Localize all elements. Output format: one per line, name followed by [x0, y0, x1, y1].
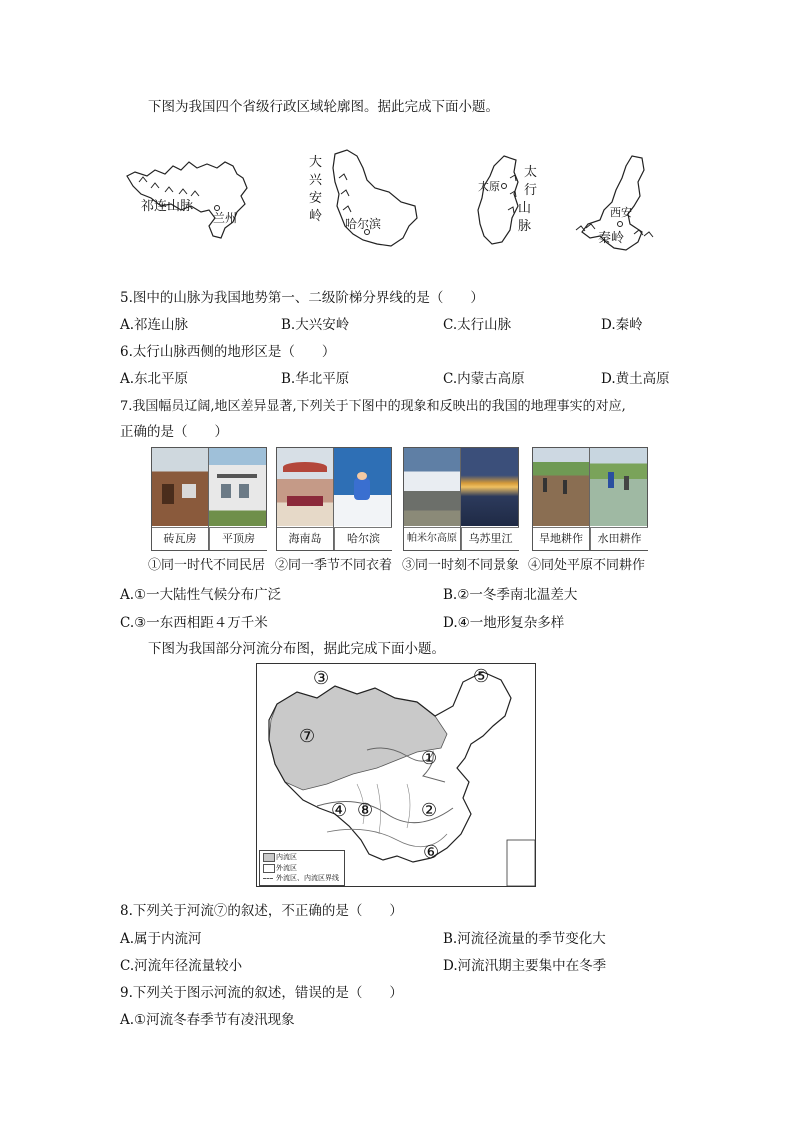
question-5-stem: 5.图中的山脉为我国地势第一、二级阶梯分界线的是（ ）	[120, 290, 484, 306]
photo-group-farming	[532, 447, 648, 551]
river-marker-6: ⑥	[423, 842, 440, 863]
china-river-map	[256, 663, 536, 887]
river-marker-7: ⑦	[299, 726, 316, 747]
wusuli-label: 乌苏里江	[461, 527, 519, 550]
heilongjiang-outline-map	[305, 146, 420, 250]
question-7-stem-line2: 正确的是（ ）	[120, 424, 228, 440]
photo-caption-4: ④同处平原不同耕作	[528, 558, 646, 573]
q8-option-b[interactable]: B.河流径流量的季节变化大	[443, 931, 606, 947]
daxinganling-label-3: 安	[309, 191, 323, 206]
harbin-label: 哈尔滨	[345, 217, 382, 231]
taihang-label-4: 脉	[518, 219, 532, 234]
hainan-beach-photo	[277, 448, 333, 526]
qinling-label: 秦岭	[598, 231, 625, 246]
q6-option-d[interactable]: D.黄土高原	[601, 371, 670, 387]
river-marker-3: ③	[313, 668, 330, 689]
q7-option-b[interactable]: B.②一冬季南北温差大	[443, 587, 578, 603]
q7-option-a[interactable]: A.①一大陆性气候分布广泛	[120, 587, 282, 603]
pamir-label: 帕米尔高原	[404, 527, 460, 550]
question-7-stem-line1: 7.我国幅员辽阔,地区差异显著,下列关于下图中的现象和反映出的我国的地理事实的对应,	[120, 399, 626, 414]
legend-outflow: 外流区	[276, 864, 297, 872]
question-8-stem: 8.下列关于河流⑦的叙述，不正确的是（ ）	[120, 903, 403, 919]
legend-boundary: 外流区、内流区界线	[276, 874, 339, 882]
river-marker-2: ②	[421, 800, 438, 821]
hainan-label: 海南岛	[277, 527, 333, 550]
q5-option-b[interactable]: B.大兴安岭	[281, 317, 350, 333]
river-marker-1: ①	[421, 748, 438, 769]
daxinganling-label-2: 兴	[309, 173, 323, 188]
q7-option-c[interactable]: C.③一东西相距４万千米	[120, 615, 268, 631]
xian-label: 西安	[610, 206, 632, 219]
q7-option-d[interactable]: D.④一地形复杂多样	[443, 615, 565, 631]
intro-text-1: 下图为我国四个省级行政区域轮廓图。据此完成下面小题。	[148, 99, 499, 115]
photo-group-clothing	[276, 447, 392, 551]
q6-option-b[interactable]: B.华北平原	[281, 371, 350, 387]
photo-group-scenery	[403, 447, 519, 551]
lanzhou-label: 兰州	[213, 211, 238, 225]
taihang-label-3: 山	[518, 201, 532, 216]
question-9-stem: 9.下列关于图示河流的叙述，错误的是（ ）	[120, 985, 403, 1001]
shaanxi-outline-map	[572, 152, 662, 256]
pamir-plateau-photo	[404, 448, 460, 526]
shanxi-outline-map	[470, 152, 550, 248]
intro-text-2: 下图为我国部分河流分布图，据此完成下面小题。	[148, 641, 445, 657]
daxinganling-label-4: 岭	[309, 209, 323, 224]
flat-roof-label: 平顶房	[209, 527, 267, 550]
photo-caption-3: ③同一时刻不同景象	[402, 558, 520, 573]
river-marker-5: ⑤	[473, 666, 490, 687]
daxinganling-label-1: 大	[309, 155, 323, 170]
photo-group-houses	[151, 447, 267, 551]
harbin-snow-photo	[334, 448, 391, 526]
paddy-farming-photo	[590, 448, 647, 526]
q8-option-c[interactable]: C.河流年径流量较小	[120, 958, 243, 974]
wusuli-river-photo	[461, 448, 518, 526]
river-marker-4: ④	[331, 800, 348, 821]
paddy-farming-label: 水田耕作	[590, 527, 648, 550]
inland-region	[269, 686, 447, 790]
q9-option-a[interactable]: A.①河流冬春季节有凌汛现象	[120, 1012, 295, 1028]
q6-option-a[interactable]: A.东北平原	[120, 371, 189, 387]
q8-option-a[interactable]: A.属于内流河	[120, 931, 202, 947]
taihang-label-1: 太	[524, 165, 538, 180]
map-legend	[259, 850, 345, 886]
brick-house-label: 砖瓦房	[152, 527, 208, 550]
dry-farming-label: 旱地耕作	[533, 527, 589, 550]
taihang-label-2: 行	[524, 183, 538, 198]
q6-option-c[interactable]: C.内蒙古高原	[443, 371, 525, 387]
dry-farming-photo	[533, 448, 589, 526]
q8-option-d[interactable]: D.河流汛期主要集中在冬季	[443, 958, 607, 974]
q5-option-a[interactable]: A.祁连山脉	[120, 317, 189, 333]
taiyuan-label: 太原	[478, 180, 500, 193]
photo-caption-1: ①同一时代不同民居	[148, 558, 266, 573]
harbin-label: 哈尔滨	[334, 527, 392, 550]
photo-caption-2: ②同一季节不同衣着	[275, 558, 393, 573]
river-marker-8: ⑧	[357, 800, 374, 821]
legend-inland: 内流区	[276, 853, 297, 861]
question-6-stem: 6.太行山脉西侧的地形区是（ ）	[120, 344, 336, 360]
flat-roof-house-photo	[209, 448, 266, 526]
gansu-outline-map	[125, 148, 255, 243]
brick-house-photo	[152, 448, 208, 526]
qilian-label: 祁连山脉	[141, 199, 194, 214]
q5-option-d[interactable]: D.秦岭	[601, 317, 643, 333]
q5-option-c[interactable]: C.太行山脉	[443, 317, 512, 333]
